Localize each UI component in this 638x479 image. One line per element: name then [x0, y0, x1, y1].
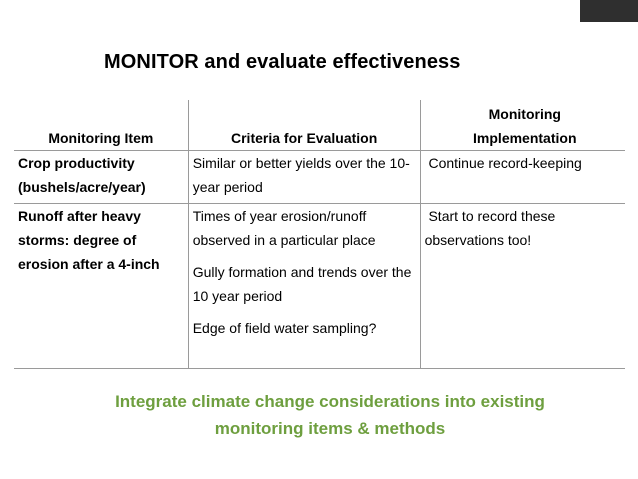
cell-implementation [420, 151, 625, 204]
monitoring-table [14, 100, 625, 369]
criteria-text: Gully formation and trends over the 10 year period [192, 264, 412, 304]
footer-text: Integrate climate change considerations into existing monitoring items & methods [115, 392, 545, 438]
header-monitoring-item: Monitoring Item [14, 100, 188, 151]
implementation-text: Start to record these observations too! [424, 208, 556, 248]
header-criteria: Criteria for Evaluation [188, 100, 420, 151]
table-row [14, 151, 625, 204]
cell-item: Runoff after heavy storms: degree of erosion after a 4-inch [14, 204, 188, 369]
top-bar [0, 0, 638, 22]
criteria-text: Similar or better yields over the 10-year period [192, 155, 410, 195]
header-implementation [420, 100, 625, 151]
criteria-text: Times of year erosion/runoff observed in a particular place [192, 208, 376, 248]
cell-criteria [188, 204, 420, 369]
table-header-row [14, 100, 625, 151]
slide-title: MONITOR and evaluate effectiveness [104, 51, 461, 73]
cell-criteria [188, 151, 420, 204]
top-bar-dark-block [580, 0, 638, 22]
cell-item: Crop productivity (bushels/acre/year) [14, 151, 188, 204]
cell-implementation [420, 204, 625, 369]
header-implementation-label: Monitoring Implementation [473, 106, 577, 146]
table-row [14, 204, 625, 369]
implementation-text: Continue record-keeping [428, 155, 582, 171]
criteria-text: Edge of field water sampling? [192, 320, 377, 336]
footer-note [0, 388, 638, 442]
